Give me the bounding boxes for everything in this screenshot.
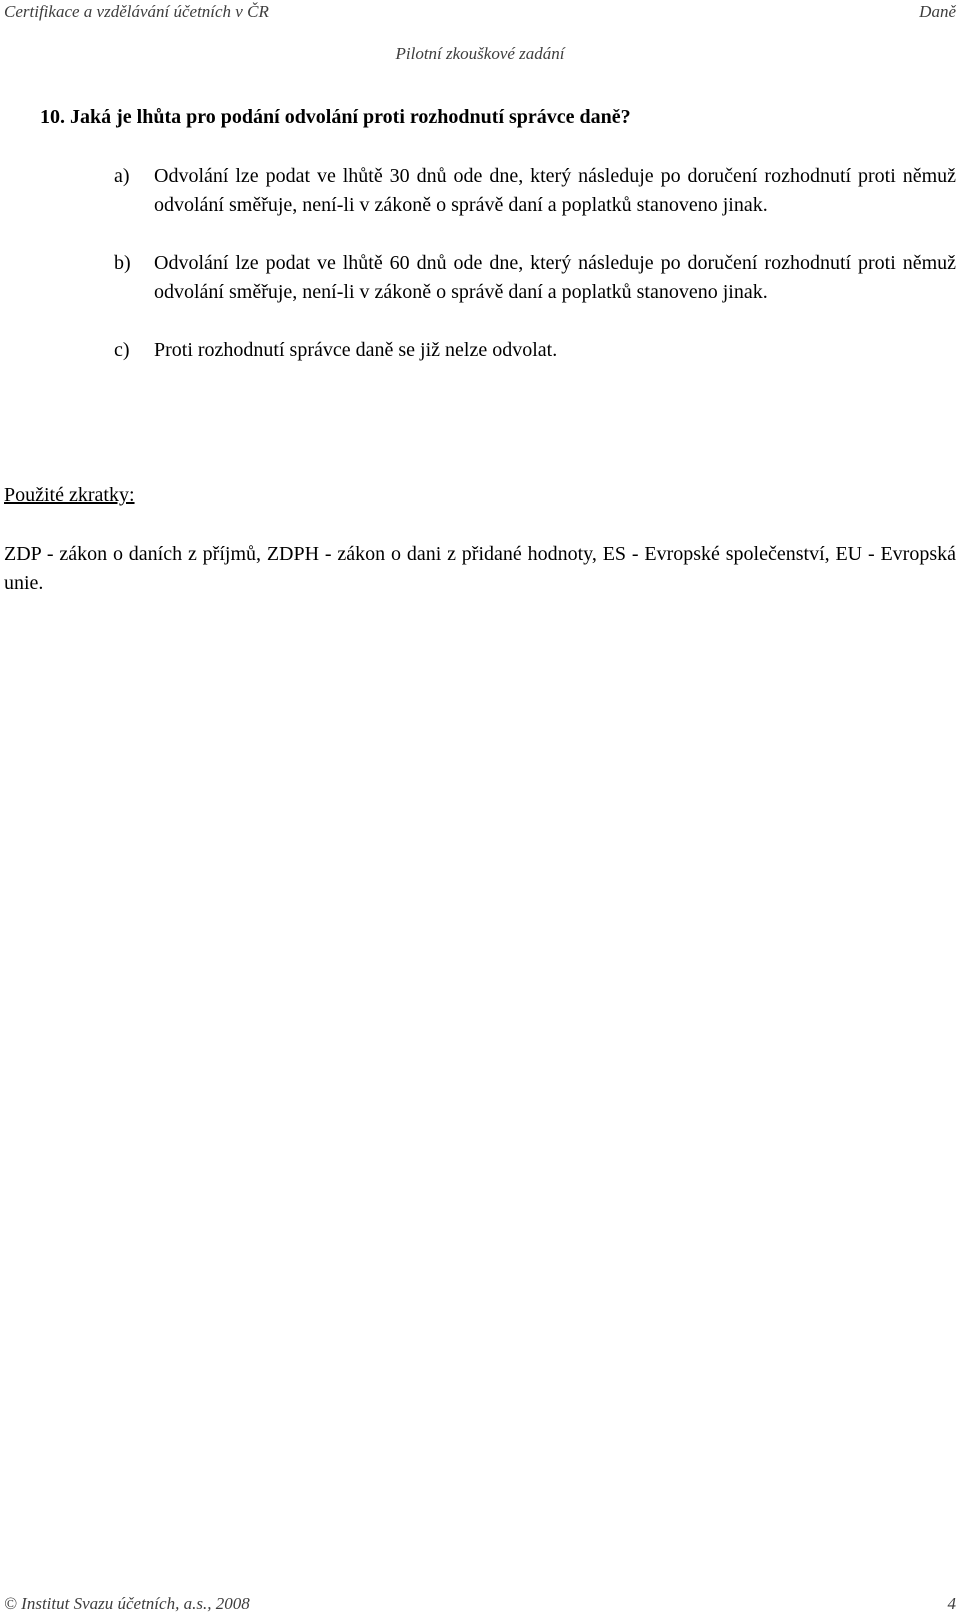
abbreviations-text: ZDP - zákon o daních z příjmů, ZDPH - zákon o dani z přidané hodnoty, ES - Evropské společenství, EU - Evropská unie. xyxy=(4,543,956,594)
header-right: Daně xyxy=(919,2,956,21)
option-text: Odvolání lze podat ve lhůtě 60 dnů ode dne, který následuje po doručení rozhodnutí proti němuž odvolání směřuje, není-li v zákoně o správě daní a poplatků stanoveno jinak. xyxy=(154,252,956,303)
answer-option-b xyxy=(114,249,956,307)
abbreviations-title: Použité zkratky: xyxy=(4,484,135,506)
option-text: Odvolání lze podat ve lhůtě 30 dnů ode dne, který následuje po doručení rozhodnutí proti němuž odvolání směřuje, není-li v zákoně o správě daní a poplatků stanoveno jinak. xyxy=(154,165,956,216)
option-text: Proti rozhodnutí správce daně se již nelze odvolat. xyxy=(154,339,558,361)
answer-option-c xyxy=(114,336,956,365)
header-subtitle: Pilotní zkouškové zadání xyxy=(395,44,565,63)
question-title: 10. Jaká je lhůta pro podání odvolání proti rozhodnutí správce daně? xyxy=(40,106,631,128)
answer-options xyxy=(114,162,956,394)
footer-copyright: © Institut Svazu účetních, a.s., 2008 xyxy=(4,1594,250,1613)
answer-option-a xyxy=(114,162,956,220)
option-label: c) xyxy=(114,339,130,361)
option-label: b) xyxy=(114,252,131,274)
page-number: 4 xyxy=(947,1594,956,1613)
header-left: Certifikace a vzdělávání účetních v ČR xyxy=(4,2,269,21)
option-label: a) xyxy=(114,165,130,187)
